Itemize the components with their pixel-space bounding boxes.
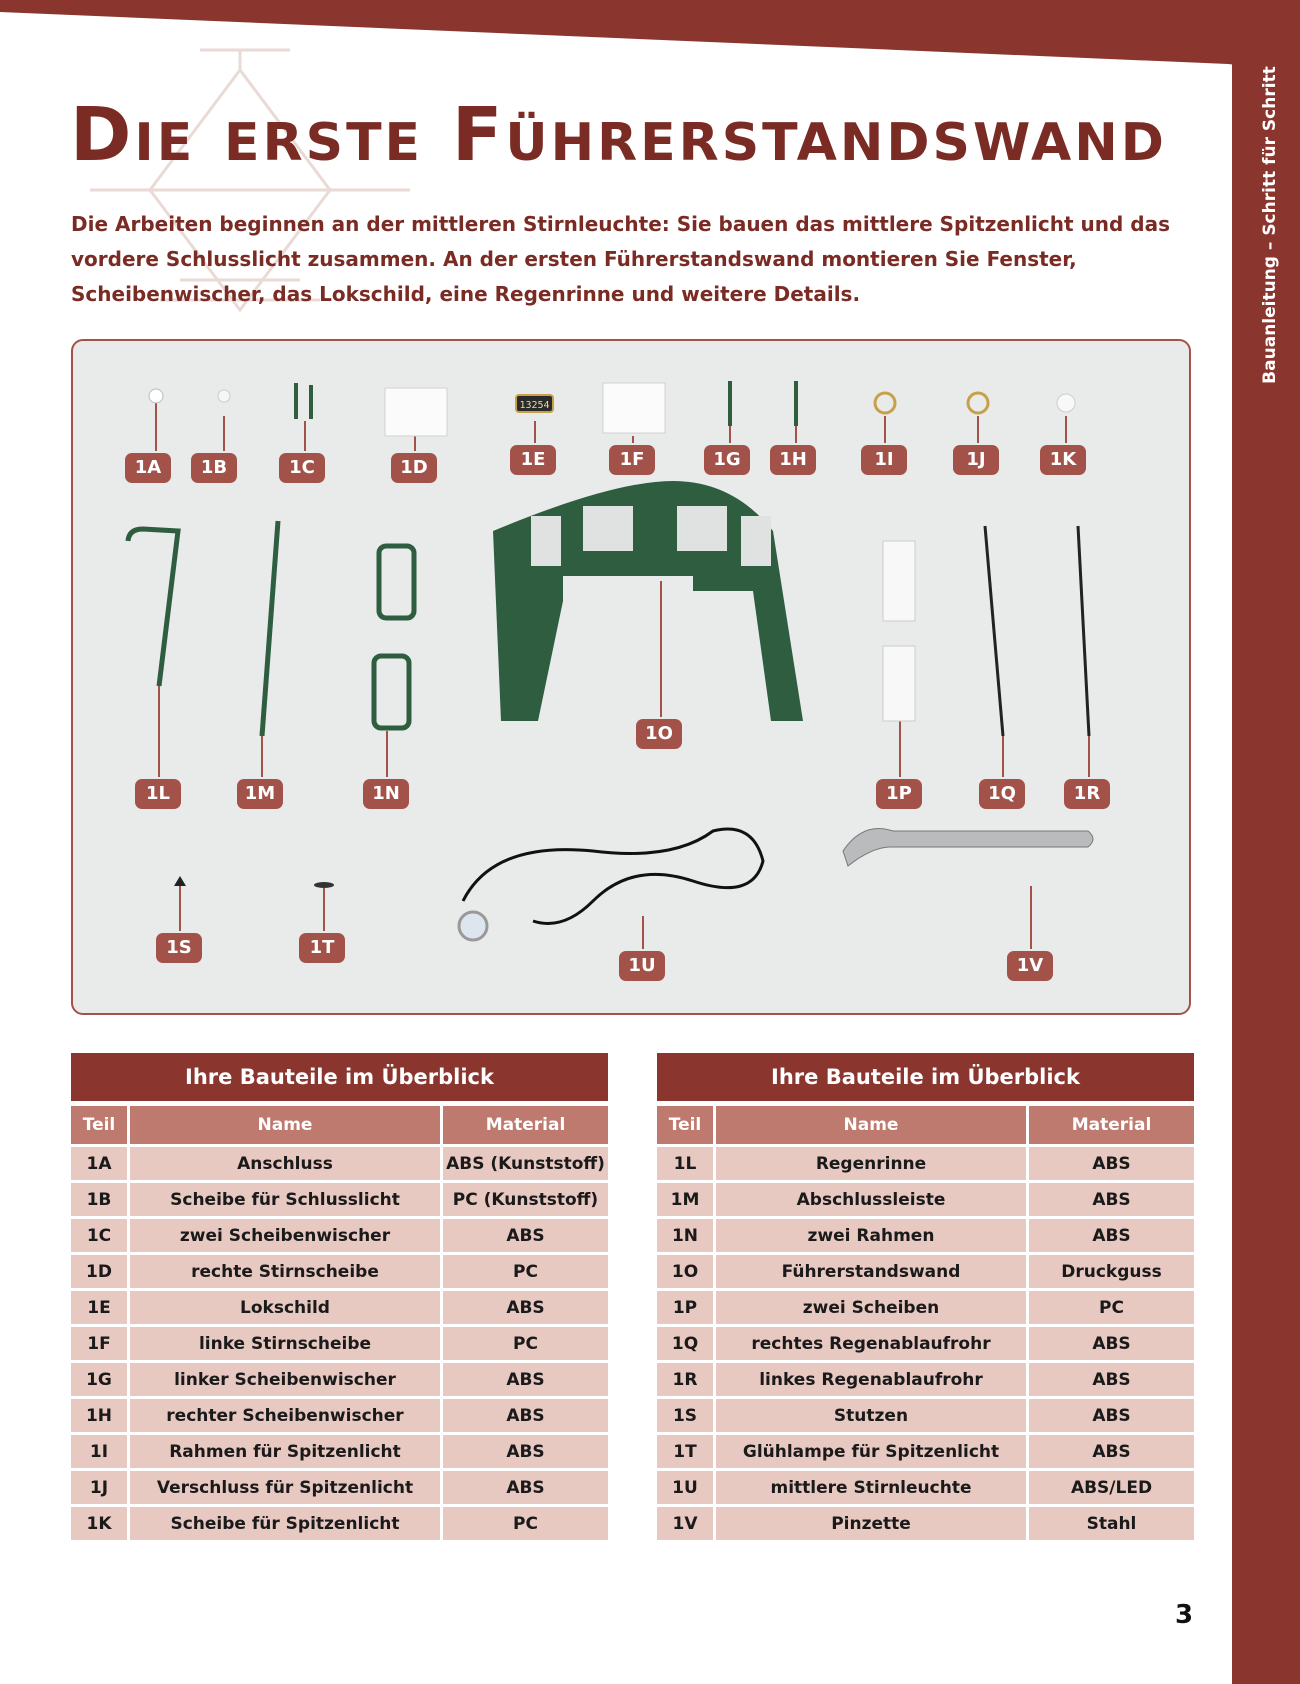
table-row: [657, 1183, 1194, 1216]
table-row: [657, 1471, 1194, 1504]
cell-teil: 1J: [71, 1471, 130, 1504]
table-row: [71, 1147, 608, 1180]
cell-material: ABS (Kunststoff): [443, 1147, 608, 1180]
cell-material: ABS: [443, 1471, 608, 1504]
side-tab: [1235, 60, 1300, 390]
cell-material: ABS: [1029, 1327, 1194, 1360]
table-row: [657, 1291, 1194, 1324]
parts-photo: [71, 339, 1191, 1015]
table-caption: Ihre Bauteile im Überblick: [71, 1053, 608, 1101]
cell-teil: 1K: [71, 1507, 130, 1540]
cell-material: PC (Kunststoff): [443, 1183, 608, 1216]
page-title: Die erste Führerstandswand: [70, 92, 1167, 178]
label-1o: 1O: [636, 719, 682, 749]
cell-name: rechter Scheibenwischer: [130, 1399, 443, 1432]
part-1p: [883, 541, 915, 721]
parts-table-left: [71, 1053, 608, 1543]
cell-name: linkes Regenablaufrohr: [716, 1363, 1029, 1396]
cell-name: Anschluss: [130, 1147, 443, 1180]
cell-name: Pinzette: [716, 1507, 1029, 1540]
cell-teil: 1M: [657, 1183, 716, 1216]
table-row: [657, 1507, 1194, 1540]
label-1p: 1P: [876, 779, 922, 809]
cell-teil: 1O: [657, 1255, 716, 1288]
cell-teil: 1H: [71, 1399, 130, 1432]
cell-material: ABS: [1029, 1183, 1194, 1216]
table-row: [71, 1363, 608, 1396]
cell-teil: 1D: [71, 1255, 130, 1288]
page-number: 3: [1175, 1600, 1194, 1630]
cell-teil: 1L: [657, 1147, 716, 1180]
table-row: [71, 1435, 608, 1468]
cell-material: PC: [443, 1327, 608, 1360]
cell-name: zwei Rahmen: [716, 1219, 1029, 1252]
part-1f: [603, 383, 665, 433]
label-1v: 1V: [1007, 951, 1053, 981]
label-1q: 1Q: [979, 779, 1025, 809]
cell-material: ABS: [443, 1435, 608, 1468]
col-teil: Teil: [657, 1106, 716, 1144]
cell-teil: 1S: [657, 1399, 716, 1432]
plate-text: 13254: [519, 400, 550, 411]
table-caption: Ihre Bauteile im Überblick: [657, 1053, 1194, 1101]
cell-name: zwei Scheibenwischer: [130, 1219, 443, 1252]
cell-teil: 1I: [71, 1435, 130, 1468]
table-row: [71, 1471, 608, 1504]
cell-material: ABS: [1029, 1399, 1194, 1432]
col-material: Material: [1029, 1106, 1194, 1144]
part-1o: [493, 481, 803, 721]
label-1f: 1F: [609, 445, 655, 475]
cell-material: Druckguss: [1029, 1255, 1194, 1288]
label-1s: 1S: [156, 933, 202, 963]
col-teil: Teil: [71, 1106, 130, 1144]
label-1h: 1H: [770, 445, 816, 475]
cell-material: ABS: [1029, 1363, 1194, 1396]
table-row: [657, 1147, 1194, 1180]
part-1t: [314, 882, 334, 888]
cell-material: ABS: [1029, 1147, 1194, 1180]
cell-teil: 1P: [657, 1291, 716, 1324]
cell-material: ABS: [443, 1219, 608, 1252]
part-1i: [875, 393, 895, 413]
label-1l: 1L: [135, 779, 181, 809]
cell-teil: 1N: [657, 1219, 716, 1252]
cell-name: Rahmen für Spitzenlicht: [130, 1435, 443, 1468]
cell-material: ABS/LED: [1029, 1471, 1194, 1504]
cell-name: linke Stirnscheibe: [130, 1327, 443, 1360]
table-row: [657, 1363, 1194, 1396]
table-row: [71, 1183, 608, 1216]
cell-name: Regenrinne: [716, 1147, 1029, 1180]
part-1u: [459, 829, 763, 940]
label-1m: 1M: [237, 779, 283, 809]
table-row: [657, 1327, 1194, 1360]
side-tab-text: Bauanleitung – Schritt für Schritt: [1260, 66, 1280, 384]
label-1i: 1I: [861, 445, 907, 475]
part-1q: [985, 526, 1003, 736]
label-1c: 1C: [279, 453, 325, 483]
col-name: Name: [130, 1106, 443, 1144]
table-row: [71, 1255, 608, 1288]
part-1b: [218, 390, 230, 402]
part-1k: [1057, 394, 1075, 412]
cell-teil: 1A: [71, 1147, 130, 1180]
table-header-row: [657, 1106, 1194, 1144]
cell-teil: 1V: [657, 1507, 716, 1540]
table-row: [71, 1291, 608, 1324]
part-1r: [1078, 526, 1089, 736]
cell-name: zwei Scheiben: [716, 1291, 1029, 1324]
cell-material: ABS: [443, 1399, 608, 1432]
part-1c: [296, 383, 311, 419]
cell-teil: 1C: [71, 1219, 130, 1252]
cell-name: Abschlussleiste: [716, 1183, 1029, 1216]
col-name: Name: [716, 1106, 1029, 1144]
cell-name: linker Scheibenwischer: [130, 1363, 443, 1396]
cell-material: ABS: [1029, 1219, 1194, 1252]
cell-name: Scheibe für Spitzenlicht: [130, 1507, 443, 1540]
cell-name: rechte Stirnscheibe: [130, 1255, 443, 1288]
table-row: [657, 1399, 1194, 1432]
table-row: [657, 1219, 1194, 1252]
part-1a: [149, 389, 163, 403]
part-1n: [374, 546, 414, 728]
cell-name: Scheibe für Schlusslicht: [130, 1183, 443, 1216]
cell-name: Stutzen: [716, 1399, 1029, 1432]
table-row: [657, 1435, 1194, 1468]
cell-material: PC: [443, 1507, 608, 1540]
cell-teil: 1R: [657, 1363, 716, 1396]
part-1s: [174, 876, 186, 886]
table-row: [657, 1255, 1194, 1288]
part-1l: [128, 529, 178, 686]
cell-teil: 1F: [71, 1327, 130, 1360]
cell-name: Lokschild: [130, 1291, 443, 1324]
cell-teil: 1G: [71, 1363, 130, 1396]
table-row: [71, 1507, 608, 1540]
label-1k: 1K: [1040, 445, 1086, 475]
label-1b: 1B: [191, 453, 237, 483]
cell-material: PC: [1029, 1291, 1194, 1324]
leader-lines: [156, 401, 1089, 949]
label-1n: 1N: [363, 779, 409, 809]
col-material: Material: [443, 1106, 608, 1144]
label-1g: 1G: [704, 445, 750, 475]
cell-teil: 1B: [71, 1183, 130, 1216]
cell-name: Führerstandswand: [716, 1255, 1029, 1288]
table-row: [71, 1219, 608, 1252]
part-1j: [968, 393, 988, 413]
parts-illustration: [73, 341, 1189, 1013]
cell-teil: 1T: [657, 1435, 716, 1468]
cell-name: Glühlampe für Spitzenlicht: [716, 1435, 1029, 1468]
cell-teil: 1U: [657, 1471, 716, 1504]
label-1t: 1T: [299, 933, 345, 963]
cell-name: rechtes Regenablaufrohr: [716, 1327, 1029, 1360]
cell-name: Verschluss für Spitzenlicht: [130, 1471, 443, 1504]
label-1r: 1R: [1064, 779, 1110, 809]
table-header-row: [71, 1106, 608, 1144]
intro-paragraph: Die Arbeiten beginnen an der mittleren Stirnleuchte: Sie bauen das mittlere Spitzenlicht und das vordere Schlusslicht zusammen. An der ersten Führerstandswand montieren Sie Fenster, Scheibenwischer, das Lokschild, eine Regenrinne und weitere Details.: [71, 212, 1171, 306]
part-1v: [843, 829, 1093, 867]
parts-table-right: [657, 1053, 1194, 1543]
label-1e: 1E: [510, 445, 556, 475]
part-1d: [385, 388, 447, 436]
part-1m: [262, 521, 278, 736]
cell-teil: 1E: [71, 1291, 130, 1324]
cell-material: ABS: [443, 1291, 608, 1324]
cell-material: Stahl: [1029, 1507, 1194, 1540]
cell-teil: 1Q: [657, 1327, 716, 1360]
cell-material: ABS: [1029, 1435, 1194, 1468]
table-row: [71, 1399, 608, 1432]
label-1u: 1U: [619, 951, 665, 981]
label-1a: 1A: [125, 453, 171, 483]
part-1e: [516, 395, 553, 412]
cell-name: mittlere Stirnleuchte: [716, 1471, 1029, 1504]
label-1d: 1D: [391, 453, 437, 483]
cell-material: ABS: [443, 1363, 608, 1396]
table-row: [71, 1327, 608, 1360]
label-1j: 1J: [953, 445, 999, 475]
cell-material: PC: [443, 1255, 608, 1288]
